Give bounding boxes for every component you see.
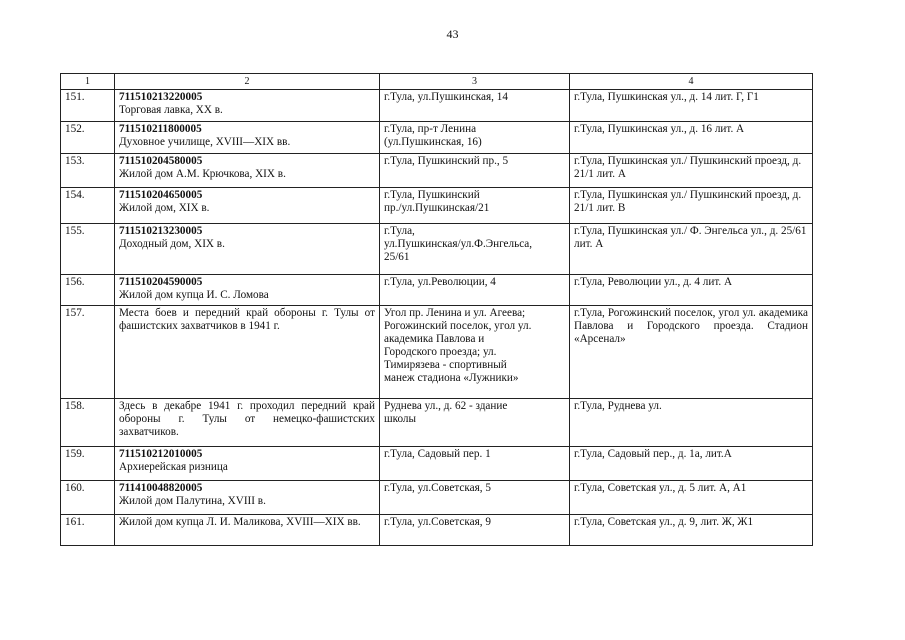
- table-row: [61, 447, 813, 481]
- row-number: 153.: [61, 154, 115, 188]
- address-cell: [570, 306, 813, 399]
- address-cell: [570, 90, 813, 122]
- row-number: 152.: [61, 122, 115, 154]
- address-text: г.Тула, Советская ул., д. 5 лит. А, А1: [574, 482, 747, 494]
- object-cell: [115, 90, 380, 122]
- object-name: Духовное училище, XVIII—XIX вв.: [119, 136, 291, 148]
- table-row: [61, 275, 813, 306]
- location-cell: [380, 447, 570, 481]
- address-cell: [570, 399, 813, 447]
- table-row: [61, 154, 813, 188]
- object-cell: [115, 481, 380, 515]
- location-cell: [380, 399, 570, 447]
- address-text: г.Тула, Пушкинская ул./ Ф. Энгельса ул., д. 25/61 лит. А: [574, 225, 807, 250]
- registry-code: 711510204650005: [119, 189, 203, 201]
- location-text: г.Тула, ул.Пушкинская/ул.Ф.Энгельса, 25/61: [384, 225, 533, 263]
- address-cell: [570, 275, 813, 306]
- location-text: г.Тула, ул.Революции, 4: [384, 276, 496, 288]
- table-row: [61, 481, 813, 515]
- address-text: г.Тула, Рогожинский поселок, угол ул. академика Павлова и Городского проезда. Стадион «Арсенал»: [574, 307, 808, 345]
- location-text: г.Тула, Пушкинский пр., 5: [384, 155, 509, 167]
- row-number: 159.: [61, 447, 115, 481]
- registry-code: 711410048820005: [119, 482, 203, 494]
- row-number: 161.: [61, 515, 115, 546]
- registry-code: 711510213220005: [119, 91, 203, 103]
- object-cell: [115, 275, 380, 306]
- address-cell: [570, 122, 813, 154]
- location-cell: [380, 306, 570, 399]
- object-name: Жилой дом купца Л. И. Маликова, XVIII—XIX вв.: [119, 516, 361, 528]
- address-text: г.Тула, Пушкинская ул., д. 16 лит. А: [574, 123, 745, 135]
- object-cell: [115, 224, 380, 275]
- object-cell: [115, 399, 380, 447]
- location-cell: [380, 122, 570, 154]
- row-number: 160.: [61, 481, 115, 515]
- location-text: г.Тула, Садовый пер. 1: [384, 448, 491, 460]
- object-cell: [115, 122, 380, 154]
- address-text: г.Тула, Революции ул., д. 4 лит. А: [574, 276, 733, 288]
- address-cell: [570, 515, 813, 546]
- address-text: г.Тула, Пушкинская ул./ Пушкинский проезд, д. 21/1 лит. А: [574, 155, 802, 180]
- row-number: 154.: [61, 188, 115, 224]
- location-text: г.Тула, ул.Советская, 9: [384, 516, 491, 528]
- registry-code: 711510204580005: [119, 155, 203, 167]
- row-number: 156.: [61, 275, 115, 306]
- address-cell: [570, 481, 813, 515]
- location-text: Руднева ул., д. 62 - здание школы: [384, 400, 508, 425]
- address-cell: [570, 224, 813, 275]
- location-cell: [380, 481, 570, 515]
- row-number: 157.: [61, 306, 115, 399]
- address-text: г.Тула, Садовый пер., д. 1а, лит.А: [574, 448, 732, 460]
- row-number: 155.: [61, 224, 115, 275]
- table-row: [61, 399, 813, 447]
- object-name: Жилой дом Палутина, XVIII в.: [119, 495, 266, 507]
- location-text: Угол пр. Ленина и ул. Агеева; Рогожинский поселок, угол ул. академика Павлова и Городского проезда; ул. Тимирязева - спортивный манеж стадиона «Лужники»: [384, 307, 532, 384]
- address-text: г.Тула, Руднева ул.: [574, 400, 662, 412]
- table-row: [61, 90, 813, 122]
- object-cell: [115, 447, 380, 481]
- heritage-registry-table: [60, 73, 813, 546]
- object-cell: [115, 154, 380, 188]
- row-number: 151.: [61, 90, 115, 122]
- location-cell: [380, 90, 570, 122]
- address-text: г.Тула, Пушкинская ул., д. 14 лит. Г, Г1: [574, 91, 759, 103]
- table-row: [61, 122, 813, 154]
- row-number: 158.: [61, 399, 115, 447]
- object-cell: [115, 515, 380, 546]
- column-header-4: 4: [570, 74, 813, 90]
- object-cell: [115, 306, 380, 399]
- location-cell: [380, 188, 570, 224]
- object-cell: [115, 188, 380, 224]
- object-name: Жилой дом, XIX в.: [119, 202, 210, 214]
- address-cell: [570, 154, 813, 188]
- column-header-2: 2: [115, 74, 380, 90]
- location-text: г.Тула, ул.Советская, 5: [384, 482, 491, 494]
- object-name: Здесь в декабре 1941 г. проходил передний край обороны г. Тулы от немецко-фашистских захватчиков.: [119, 400, 375, 438]
- location-text: г.Тула, ул.Пушкинская, 14: [384, 91, 508, 103]
- address-cell: [570, 447, 813, 481]
- table-row: [61, 515, 813, 546]
- object-name: Доходный дом, XIX в.: [119, 238, 225, 250]
- registry-code: 711510211800005: [119, 123, 202, 135]
- location-text: г.Тула, пр-т Ленина (ул.Пушкинская, 16): [384, 123, 482, 148]
- table-row: [61, 306, 813, 399]
- location-text: г.Тула, Пушкинский пр./ул.Пушкинская/21: [384, 189, 490, 214]
- column-header-1: 1: [61, 74, 115, 90]
- registry-code: 711510204590005: [119, 276, 203, 288]
- location-cell: [380, 224, 570, 275]
- registry-code: 711510212010005: [119, 448, 203, 460]
- address-cell: [570, 188, 813, 224]
- object-name: Жилой дом купца И. С. Ломова: [119, 289, 269, 301]
- object-name: Архиерейская ризница: [119, 461, 228, 473]
- registry-code: 711510213230005: [119, 225, 203, 237]
- object-name: Жилой дом А.М. Крючкова, XIX в.: [119, 168, 286, 180]
- location-cell: [380, 154, 570, 188]
- location-cell: [380, 515, 570, 546]
- table-header-row: [61, 74, 813, 90]
- address-text: г.Тула, Пушкинская ул./ Пушкинский проезд, д. 21/1 лит. В: [574, 189, 802, 214]
- address-text: г.Тула, Советская ул., д. 9, лит. Ж, Ж1: [574, 516, 754, 528]
- table-row: [61, 188, 813, 224]
- location-cell: [380, 275, 570, 306]
- table-row: [61, 224, 813, 275]
- object-name: Места боев и передний край обороны г. Тулы от фашистских захватчиков в 1941 г.: [119, 307, 375, 332]
- column-header-3: 3: [380, 74, 570, 90]
- page-number: 43: [446, 27, 459, 41]
- object-name: Торговая лавка, XX в.: [119, 104, 223, 116]
